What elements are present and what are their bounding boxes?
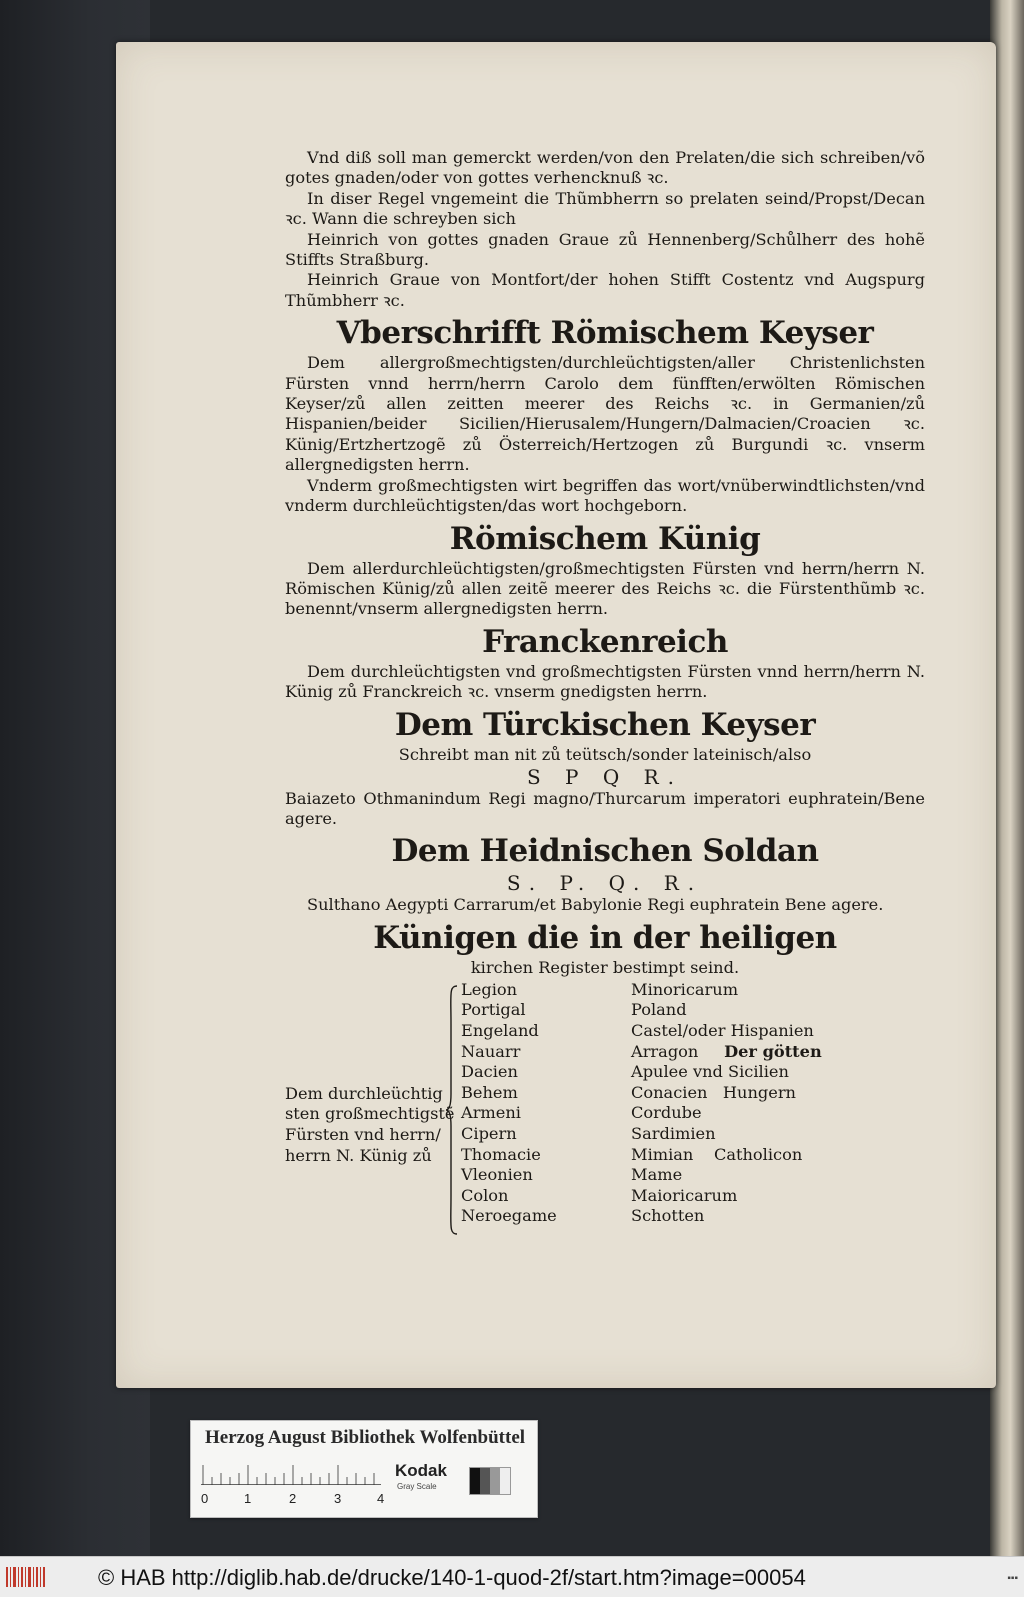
list-item: Minoricarum bbox=[631, 979, 739, 999]
list-item-text: Arragon bbox=[631, 1041, 699, 1061]
brace-icon bbox=[445, 984, 459, 1236]
list-note: Der götten bbox=[724, 1041, 822, 1061]
kings-column-1 bbox=[461, 980, 631, 1227]
kings-column-2 bbox=[631, 980, 891, 1227]
footer-bar bbox=[0, 1556, 1024, 1597]
paragraph: Heinrich von gottes gnaden Graue zů Hennenberg/Schůlherr des hohẽ Stiffts Straßburg. bbox=[285, 229, 925, 270]
kodak-logo: Kodak bbox=[395, 1461, 447, 1480]
list-item: Colon bbox=[461, 1185, 509, 1205]
list-item: Poland bbox=[631, 1000, 687, 1020]
heading-king: Römischem Künig bbox=[449, 520, 761, 557]
list-item: Behem bbox=[461, 1082, 518, 1102]
ruler-number: 0 bbox=[201, 1491, 209, 1506]
copyright-url[interactable]: © HAB http://diglib.hab.de/drucke/140-1-quod-2f/start.htm?image=00054 bbox=[98, 1565, 806, 1590]
list-item bbox=[631, 1083, 891, 1104]
sultan-spqr: S. P. Q. R. bbox=[506, 871, 704, 896]
barcode-icon bbox=[6, 1565, 46, 1589]
page-text bbox=[285, 148, 925, 1246]
list-item: Castel/oder Hispanien bbox=[631, 1020, 814, 1040]
lead-line: Dem durchleüchtig bbox=[285, 1083, 443, 1103]
list-item: Mame bbox=[631, 1165, 683, 1185]
paragraph: Heinrich Graue von Montfort/der hohen Stifft Costentz vnd Augspurg Thũmbherr ꝛc. bbox=[285, 270, 925, 310]
list-item: Apulee vnd Sicilien bbox=[631, 1062, 789, 1082]
paragraph: Dem durchleüchtigsten vnd großmechtigsten Fürsten vnnd herrn/herrn N. Künig zů Franckreich ꝛc. vnserm gnedigsten herrn. bbox=[285, 661, 925, 702]
ruler-number: 1 bbox=[244, 1491, 252, 1506]
heading-kings: Künigen die in der heiligen bbox=[373, 919, 837, 956]
list-item: Sardimien bbox=[631, 1123, 716, 1143]
heading-turk: Dem Türckischen Keyser bbox=[394, 706, 816, 743]
ruler-icon bbox=[201, 1461, 381, 1485]
ruler-number: 2 bbox=[289, 1491, 297, 1506]
list-item: Maioricarum bbox=[631, 1185, 738, 1205]
color-calibration-card bbox=[190, 1420, 538, 1518]
list-item: Vleonien bbox=[461, 1165, 533, 1185]
gray-patch bbox=[469, 1467, 511, 1495]
kings-lead bbox=[285, 1084, 455, 1166]
list-item: Schotten bbox=[631, 1206, 705, 1226]
heading-sultan: Dem Heidnischen Soldan bbox=[391, 833, 819, 870]
paragraph: Dem allerdurchleüchtigsten/großmechtigsten Fürsten vnd herrn/herrn N. Römischen Künig/zů allen zeitẽ meerer des Reichs ꝛc. die Fürstenthũmb ꝛc. benennt/vnserm allergnedigsten herrn. bbox=[285, 558, 925, 619]
list-item-text: Mimian bbox=[631, 1144, 694, 1164]
paragraph: Sulthano Aegypti Carrarum/et Babylonie Regi euphratein Bene agere. bbox=[307, 895, 884, 915]
heading-emperor: Vberschrifft Römischem Keyser bbox=[336, 315, 874, 352]
paragraph: Dem allergroßmechtigsten/durchleüchtigsten/aller Christenlichsten Fürsten vnnd herrn/herrn Carolo dem fünfften/erwölten Römischen Keyser/zů allen zeitten meerer des Reichs ꝛc. in Germanien/zů Hispanien/beider Sicilien/Hierusalem/Hungern/Dalmacien/Croacien ꝛc. Künig/Ertzhertzogẽ zů Österreich/Hertzogen zů Burgundi ꝛc. vnserm allergnedigsten herrn. bbox=[285, 353, 925, 475]
kings-subline: kirchen Register bestimpt seind. bbox=[470, 957, 740, 977]
list-item: Engeland bbox=[461, 1020, 539, 1040]
more-icon: ▪▪▪ bbox=[1007, 1573, 1018, 1584]
list-item: Cipern bbox=[461, 1123, 517, 1143]
list-item: Armeni bbox=[461, 1103, 521, 1123]
library-title: Herzog August Bibliothek Wolfenbüttel bbox=[205, 1427, 526, 1448]
lead-line: herrn N. Künig zů bbox=[285, 1145, 432, 1165]
list-item: Dacien bbox=[461, 1062, 518, 1082]
list-item: Portigal bbox=[461, 1000, 526, 1020]
paragraph: In diser Regel vngemeint die Thũmbherrn so prelaten seind/Propst/Decan ꝛc. Wann die schreyben sich bbox=[285, 188, 925, 229]
paragraph: Vnd diß soll man gemerckt werden/von den Prelaten/die sich schreiben/võ gotes gnaden/oder von gottes verhencknuß ꝛc. bbox=[285, 148, 925, 188]
paragraph: Vnderm großmechtigsten wirt begriffen das wort/vnüberwindtlichsten/vnd vnderm durchleüchtigsten/das wort hochgeborn. bbox=[285, 475, 925, 516]
list-note: Hungern bbox=[722, 1082, 796, 1102]
list-item: Neroegame bbox=[461, 1206, 557, 1226]
list-item bbox=[631, 1145, 891, 1166]
gray-scale-label: Gray Scale bbox=[397, 1482, 437, 1491]
turk-line: Schreibt man nit zů teütsch/sonder lateinisch/also bbox=[398, 744, 812, 764]
list-note: Catholicon bbox=[713, 1144, 803, 1164]
ruler-number: 3 bbox=[334, 1491, 342, 1506]
lead-line: Fürsten vnd herrn/ bbox=[285, 1124, 441, 1144]
list-item: Cordube bbox=[631, 1103, 702, 1123]
list-item: Nauarr bbox=[461, 1041, 521, 1061]
list-item-text: Conacien bbox=[631, 1082, 708, 1102]
list-item: Legion bbox=[461, 979, 518, 999]
paragraph: Baiazeto Othmanindum Regi magno/Thurcarum imperatori euphratein/Bene agere. bbox=[285, 788, 925, 828]
list-item: Thomacie bbox=[461, 1144, 541, 1164]
lead-line: sten großmechtigstẽ bbox=[285, 1104, 455, 1124]
turk-spqr: S P Q R. bbox=[526, 764, 684, 789]
heading-france: Franckenreich bbox=[482, 623, 728, 660]
list-item bbox=[631, 1042, 891, 1063]
ruler-number: 4 bbox=[377, 1491, 385, 1506]
kings-list bbox=[285, 980, 925, 1246]
